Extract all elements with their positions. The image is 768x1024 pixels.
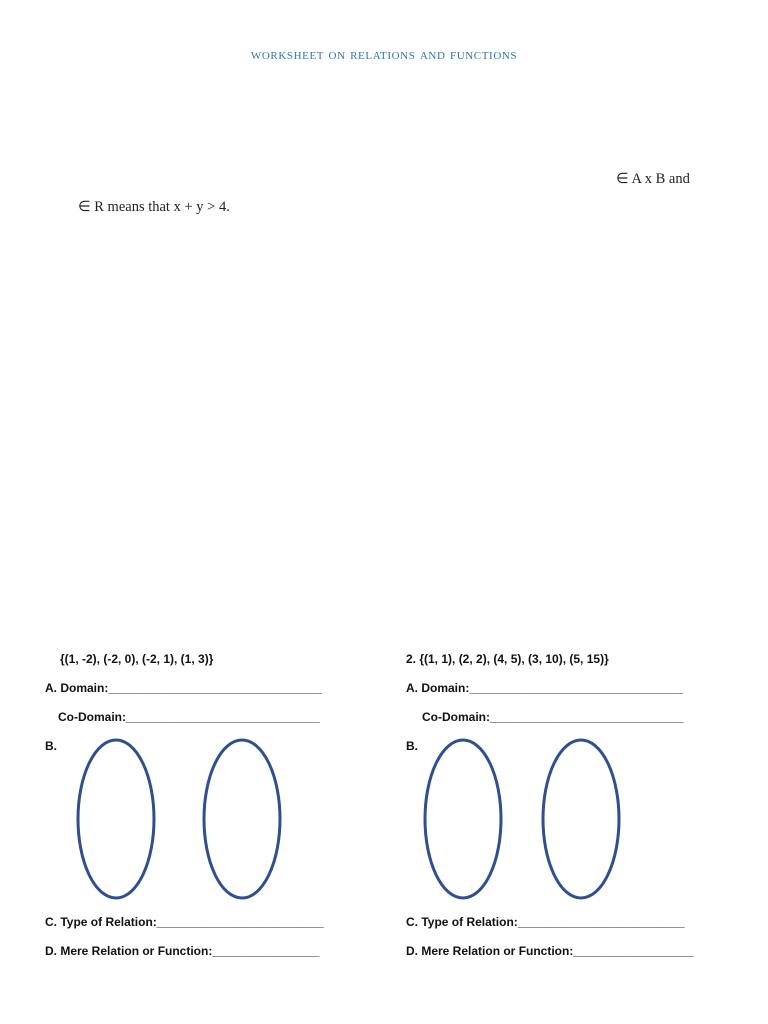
worksheet-title: worksheet on relations and functions — [250, 46, 518, 63]
problem-2-domain: A. Domain:________________________________ — [406, 681, 683, 695]
problem-2-codomain: Co-Domain:_____________________________ — [422, 710, 684, 724]
problem-1-codomain: Co-Domain:_____________________________ — [58, 710, 320, 724]
intro-line-1-tail: ∈ A x B and — [616, 171, 690, 187]
problem-1-mapping-diagram — [70, 736, 290, 904]
problem-2-set: 2. {(1, 1), (2, 2), (4, 5), (3, 10), (5, 15)} — [406, 652, 609, 666]
problem-2-b-label: B. — [406, 739, 418, 753]
problem-1-set: {(1, -2), (-2, 0), (-2, 1), (1, 3)} — [60, 652, 214, 666]
problem-1-b-label: B. — [45, 739, 57, 753]
problem-2-mere: D. Mere Relation or Function:__________________ — [406, 944, 694, 958]
problem-1-mere: D. Mere Relation or Function:________________ — [45, 944, 320, 958]
problem-2-type: C. Type of Relation:_________________________ — [406, 915, 685, 929]
problem-2-domain-oval — [425, 740, 501, 898]
problem-1-type: C. Type of Relation:_________________________ — [45, 915, 324, 929]
problem-1-codomain-oval — [204, 740, 280, 898]
problem-1-domain-oval — [78, 740, 154, 898]
problem-2-codomain-oval — [543, 740, 619, 898]
problem-2-mapping-diagram — [418, 736, 638, 904]
intro-line-2: ∈ R means that x + y > 4. — [78, 199, 230, 215]
problem-1-domain: A. Domain:________________________________ — [45, 681, 322, 695]
